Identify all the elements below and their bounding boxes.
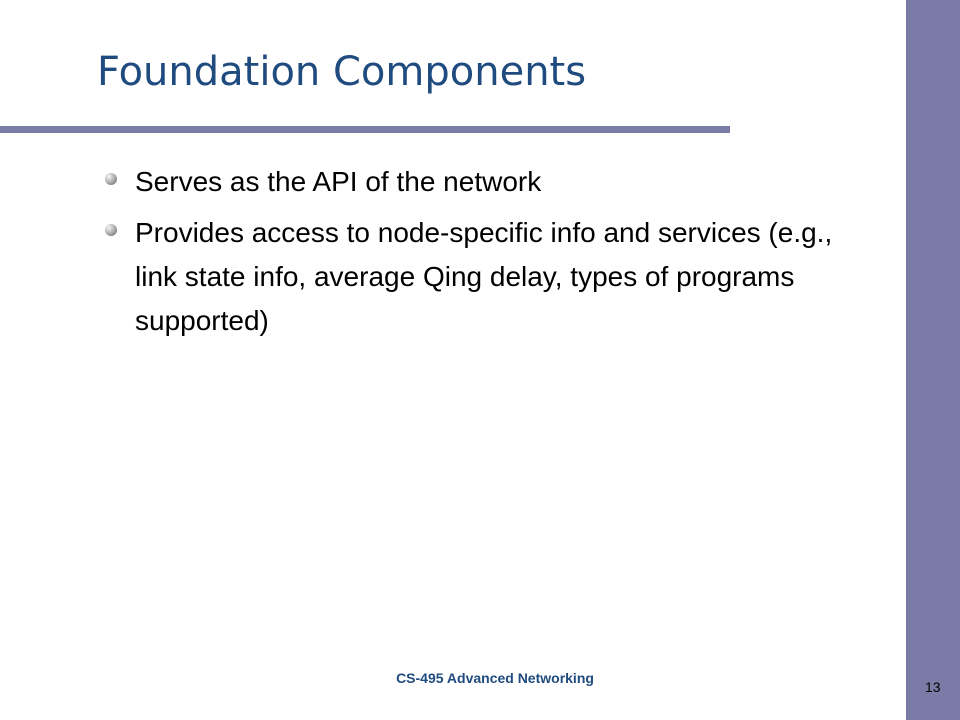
bullet-item-access (105, 211, 845, 343)
slide-title: Foundation Components (97, 49, 587, 95)
bullet-dot-icon (105, 173, 117, 185)
right-accent-bar (906, 0, 960, 720)
footer-course-name: CS-495 Advanced Networking (396, 670, 594, 686)
bullet-dot-icon (105, 224, 117, 236)
title-underline-rule (0, 126, 730, 133)
bullet-list (105, 160, 845, 350)
page-number: 13 (925, 679, 941, 695)
bullet-text: Serves as the API of the network (135, 166, 542, 197)
bullet-item-api (105, 160, 845, 204)
bullet-text: Provides access to node-specific info and services (e.g., link state info, average Qing delay, types of programs supported) (135, 217, 833, 336)
